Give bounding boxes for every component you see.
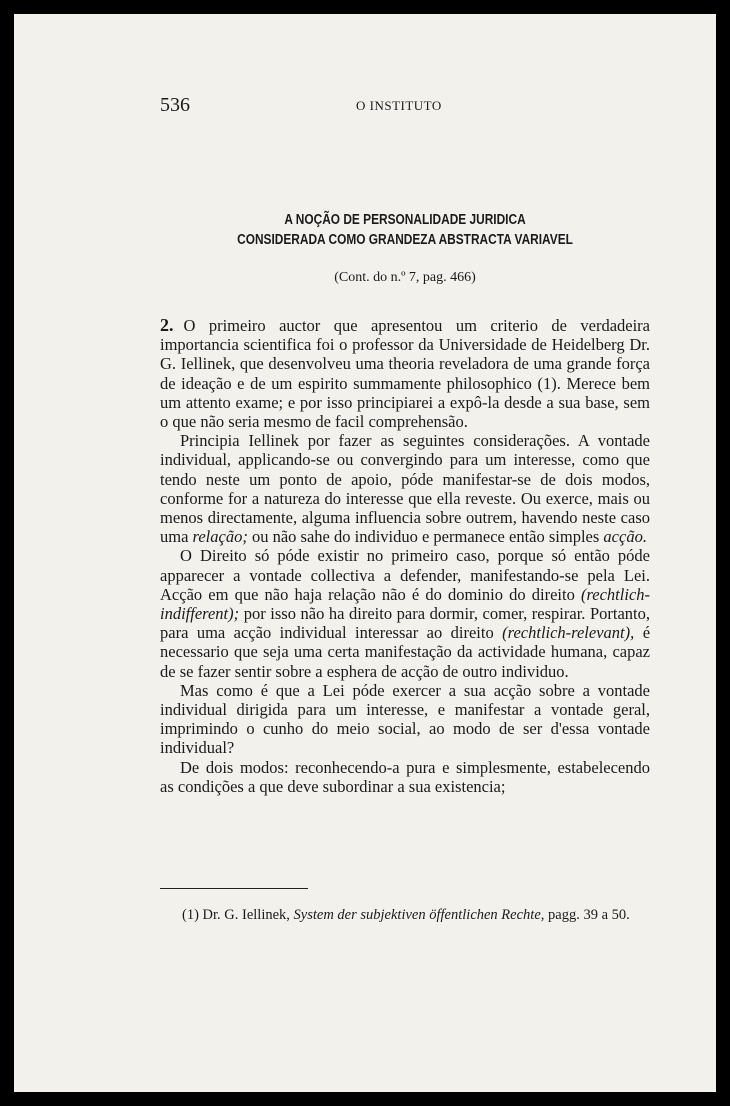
running-title: O INSTITUTO [356, 98, 442, 113]
article-title-line-2: CONSIDERADA COMO GRANDEZA ABSTRACTA VARIAVEL [237, 232, 573, 248]
footnote-text-a: (1) Dr. G. Iellinek, [182, 907, 290, 923]
paragraph-5: De dois modos: reconhecendo-a pura e simplesmente, estabelecendo as condições a que deve subordinar a sua existencia; [160, 757, 650, 796]
paragraph-2 [160, 431, 650, 546]
footnote-book-title: System der subjektiven öffentlichen Rechte, [293, 907, 545, 923]
paragraph-1 [160, 316, 650, 431]
page-header [160, 94, 650, 118]
paragraph-2-emphasis-2: acção. [603, 527, 647, 547]
page-number: 536 [160, 94, 190, 116]
article-title-block [160, 210, 650, 286]
paragraph-3-emphasis-1: (rechtlich-indifferent); [160, 584, 651, 624]
paragraph-3-text-b: por isso não ha direito para dormir, comer, respirar. Portanto, para uma acção individual interessar ao direito [160, 604, 651, 643]
footnote-divider [160, 888, 308, 889]
footnote-text-b: pagg. 39 a 50. [548, 907, 630, 923]
paragraph-3-text-c: é necessario que seja uma certa manifestação da actividade humana, capaz de se fazer sentir sobre a esphera de acção de outro individuo. [160, 623, 651, 681]
paragraph-1-text: O primeiro auctor que apresentou um criterio de verdadeira importancia scientifica foi o professor da Universidade de Heidelberg Dr. G. Iellinek, que desenvolveu uma theoria reveladora de uma grande força de ideação e de um espirito summamente philosophico (1). Merece bem um attento exame; e por isso principiarei a expô-la desde a sua base, sem o que não seria mesmo de facil comprehensão. [160, 316, 650, 432]
paragraph-4: Mas como é que a Lei póde exercer a sua acção sobre a vontade individual dirigida para um interesse, e manifestar a vontade geral, imprimindo o cunho do meio social, ao modo de ser d'essa vontade individual? [160, 680, 650, 758]
article-title-line-1: A NOÇÃO DE PERSONALIDADE JURIDICA [284, 212, 526, 228]
document-page [14, 14, 716, 1092]
paragraph-2-emphasis-1: relação; [192, 527, 248, 547]
section-number: 2. [160, 315, 174, 335]
continuation-note: (Cont. do n.º 7, pag. 466) [334, 270, 476, 285]
paragraph-2-text-b: ou não sahe do individuo e permanece então simples [251, 527, 600, 547]
body-text [160, 316, 650, 796]
paragraph-3-emphasis-2: (rechtlich-relevant), [502, 623, 635, 643]
paragraph-3 [160, 546, 650, 680]
paragraph-3-text-a: O Direito só póde existir no primeiro caso, porque só então póde apparecer a vontade collectiva a defender, manifestando-se pela Lei. Acção em que não haja relação não é do dominio do direito [160, 546, 650, 604]
paragraph-2-text-a: Principia Iellinek por fazer as seguintes considerações. A vontade individual, applicando-se ou convergindo para um interesse, como que tendo neste um ponto de apoio, póde manifestar-se de dois modos, conforme for a natureza do interesse que ella reveste. Ou exerce, mais ou menos directamente, alguma influencia sobre outrem, havendo neste caso uma [160, 431, 650, 547]
footnote [160, 906, 650, 924]
